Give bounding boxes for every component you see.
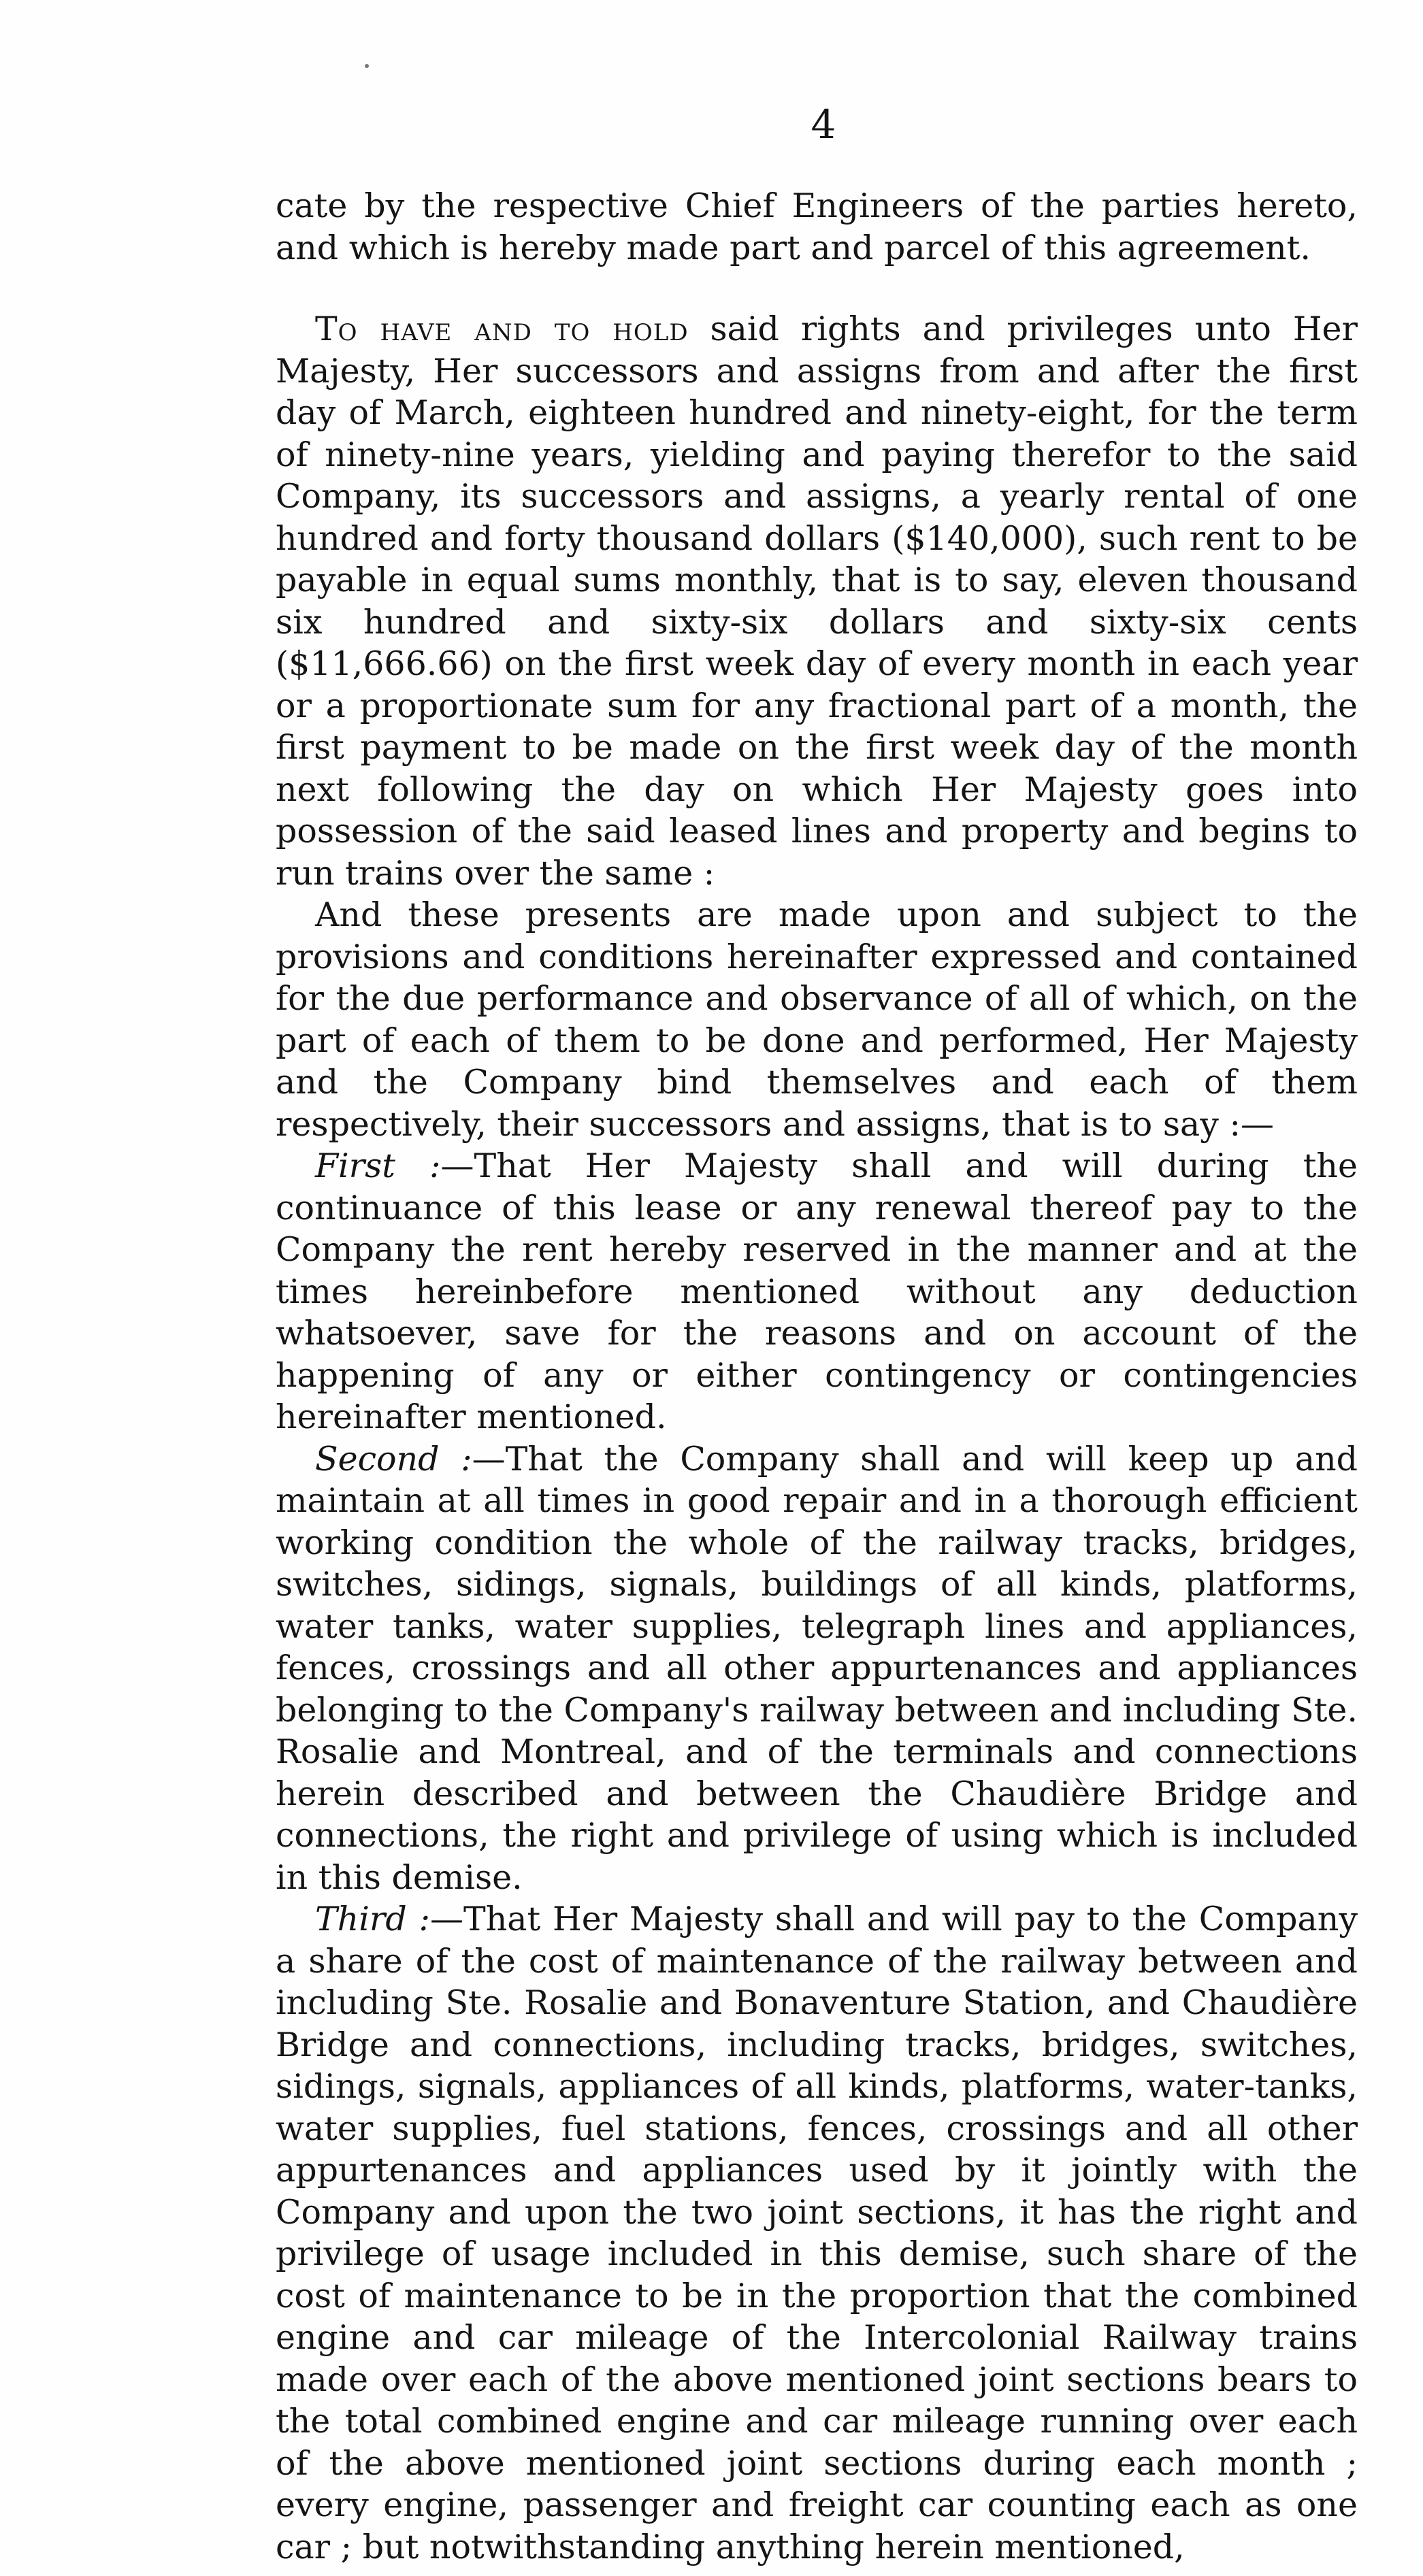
clause-label-third: Third :	[315, 1900, 431, 1938]
paragraph-first	[276, 1145, 1358, 1438]
clause-label-first: First :	[315, 1146, 441, 1185]
paragraph-provisions: And these presents are made upon and subject to the provisions and conditions hereinafter expressed and contained for the due performance and observance of all of which, on the part of each of them to be done and performed, Her Majesty and the Company bind themselves and each of them respectively, their successors and assigns, that is to say :—	[276, 895, 1358, 1144]
clause-text-first: —That Her Majesty shall and will during the continuance of this lease or any renewal thereof pay to the Company the rent hereby reserved in the manner and at the times hereinbefore mentioned without any deduction whatsoever, save for the reasons and on account of the happening of any or either contingency or contingencies hereinafter mentioned.	[276, 1146, 1358, 1436]
habendum-lead: To have and to hold	[315, 310, 689, 348]
page-number: 4	[811, 101, 836, 148]
clause-label-second: Second :	[315, 1439, 472, 1479]
document-body	[276, 185, 1358, 2568]
paragraph-habendum	[276, 308, 1358, 894]
paragraph-continuation: cate by the respective Chief Engineers of the parties hereto, and which is hereby made part and parcel of this agreement.	[276, 186, 1358, 267]
paragraph-second	[276, 1438, 1358, 1899]
habendum-text: said rights and privileges unto Her Majesty, Her successors and assigns from and after the first day of March, eighteen hundred and ninety-eight, for the term of ninety-nine years, yielding and paying therefor to the said Company, its successors and assigns, a yearly rental of one hundred and forty thousand dollars ($140,000), such rent to be payable in equal sums monthly, that is to say, eleven thousand six hundred and sixty-six dollars and sixty-six cents ($11,666.66) on the first week day of every month in each year or a proportionate sum for any fractional part of a month, the first payment to be made on the first week day of the month next following the day on which Her Majesty goes into possession of the said leased lines and property and begins to run trains over the same :	[276, 310, 1358, 893]
paragraph-third	[276, 1898, 1358, 2568]
print-speck	[365, 64, 369, 68]
clause-text-second: —That the Company shall and will keep up and maintain at all times in good repair and in a thorough efficient working condition the whole of the railway tracks, bridges, switches, sidings, signals, buildings of all kinds, platforms, water tanks, water supplies, telegraph lines and appliances, fences, crossings and all other appurtenances and appliances belonging to the Company's railway between and including Ste. Rosalie and Montreal, and of the terminals and connections herein described and between the Chaudière Bridge and connections, the right and privilege of using which is included in this demise.	[276, 1439, 1358, 1897]
clause-text-third: —That Her Majesty shall and will pay to the Company a share of the cost of maintenance of the railway between and including Ste. Rosalie and Bonaventure Station, and Chaudière Bridge and connections, including tracks, bridges, switches, sidings, signals, appliances of all kinds, platforms, water-tanks, water supplies, fuel stations, fences, crossings and all other appurtenances and appliances used by it jointly with the Company and upon the two joint sections, it has the right and privilege of usage included in this demise, such share of the cost of maintenance to be in the proportion that the combined engine and car mileage of the Intercolonial Railway trains made over each of the above mentioned joint sections bears to the total combined engine and car mileage running over each of the above mentioned joint sections during each month ; every engine, passenger and freight car counting each as one car ; but notwithstanding anything herein mentioned,	[276, 1900, 1358, 2566]
